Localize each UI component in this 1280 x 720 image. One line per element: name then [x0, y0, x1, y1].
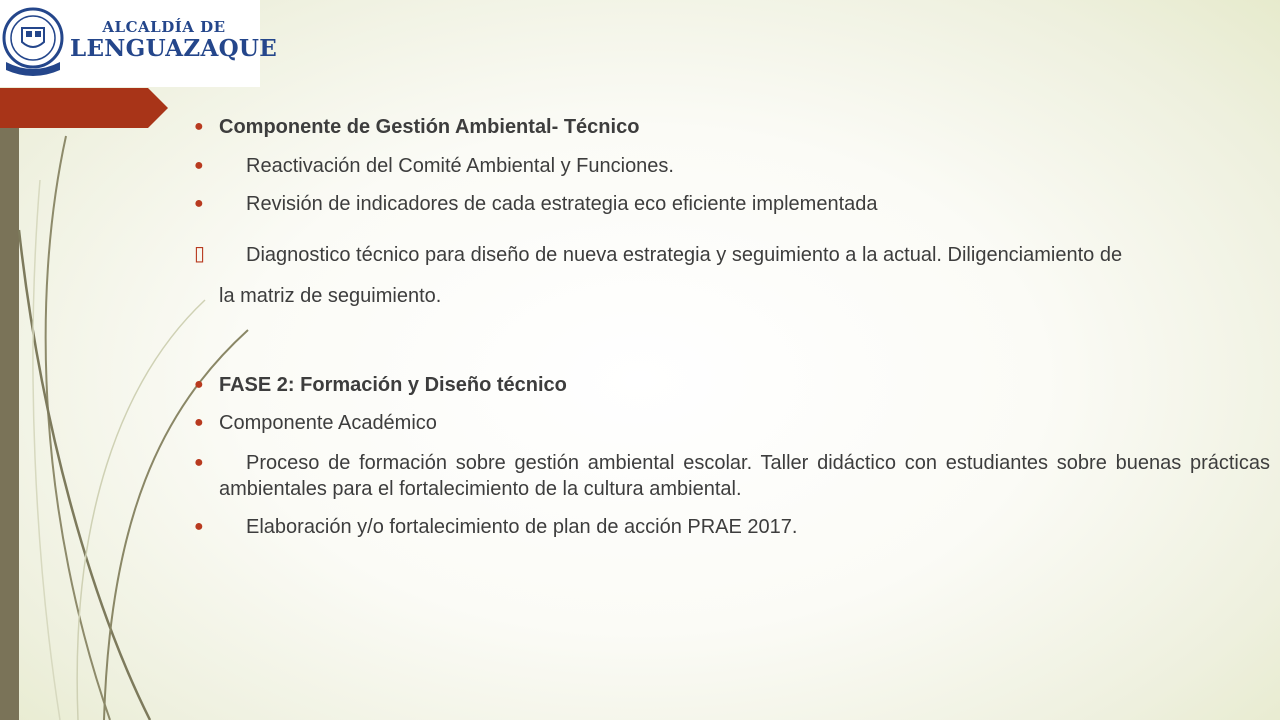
- bullet-icon: ●: [194, 195, 204, 212]
- bullet-icon: ●: [194, 157, 204, 174]
- left-accent-bar: [0, 128, 19, 720]
- list-item-text: Reactivación del Comité Ambiental y Funciones.: [246, 155, 674, 177]
- municipal-seal-icon: [2, 6, 64, 80]
- bullet-icon: ●: [194, 454, 204, 471]
- list-item: [194, 450, 1270, 502]
- slide-content: [194, 0, 1270, 720]
- list-item: [194, 153, 1270, 179]
- list-item: [194, 114, 1270, 140]
- list-item-text: FASE 2: Formación y Diseño técnico: [219, 374, 567, 396]
- list-item-text: Proceso de formación sobre gestión ambiental escolar. Taller didáctico con estudiantes sobre buenas prácticas ambientales para el fortalecimiento de la cultura ambiental.: [219, 452, 1270, 500]
- list-item-text: Revisión de indicadores de cada estrategia eco eficiente implementada: [246, 193, 878, 215]
- list-item: [194, 410, 1270, 436]
- logo-line-2: LENGUAZAQUE: [70, 35, 278, 62]
- list-item-continuation: [194, 283, 1270, 309]
- list-item: [194, 372, 1270, 398]
- bullet-icon: ●: [194, 118, 204, 135]
- bullet-icon: ●: [194, 376, 204, 393]
- list-item-text: Diagnostico técnico para diseño de nueva estrategia y seguimiento a la actual. Diligenciamiento de: [246, 244, 1123, 266]
- red-accent-tab: [0, 88, 168, 128]
- list-item-text: Componente de Gestión Ambiental- Técnico: [219, 116, 640, 138]
- list-item: [194, 242, 1270, 268]
- list-item-text: Elaboración y/o fortalecimiento de plan de acción PRAE 2017.: [246, 516, 798, 538]
- bullet-icon: ●: [194, 414, 204, 431]
- logo-line-1: ALCALDÍA DE: [102, 18, 226, 36]
- list-item: [194, 514, 1270, 540]
- list-item-text: la matriz de seguimiento.: [219, 285, 442, 307]
- list-item: [194, 191, 1270, 217]
- list-item-text: Componente Académico: [219, 412, 437, 434]
- missing-glyph-bullet-icon: ▯: [194, 243, 206, 265]
- bullet-icon: ●: [194, 518, 204, 535]
